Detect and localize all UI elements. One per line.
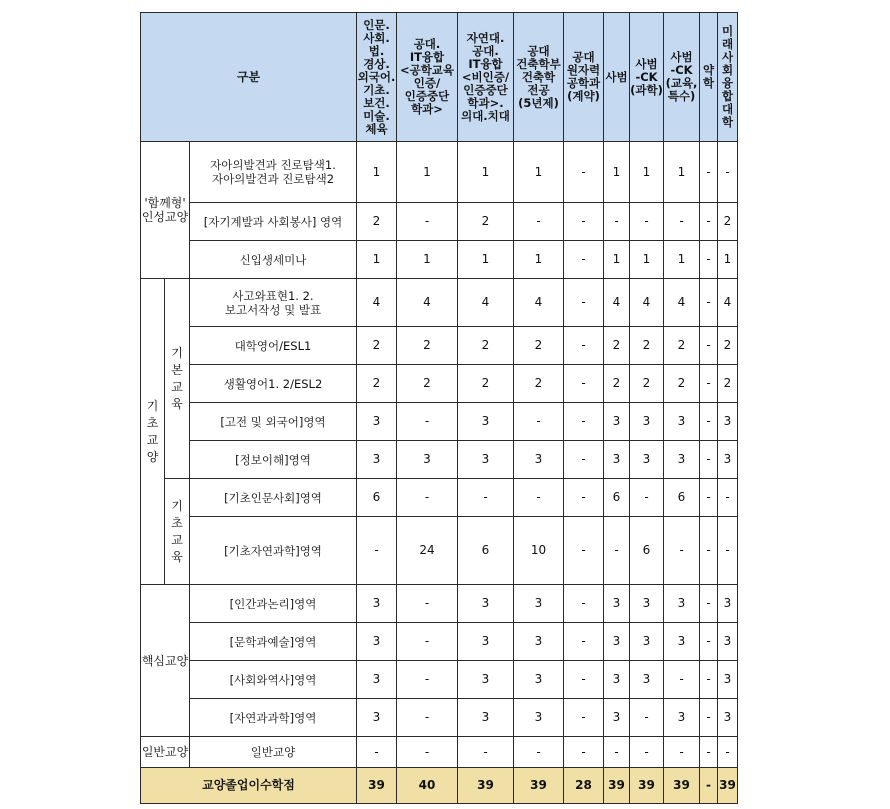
credit-cell: - — [514, 403, 564, 441]
credit-cell: - — [564, 737, 604, 768]
credit-cell: 2 — [458, 203, 514, 241]
credit-cell: - — [718, 737, 738, 768]
course-item-label: [사회와역사]영역 — [190, 661, 357, 699]
credit-cell: 3 — [397, 441, 458, 479]
graduation-credits-table — [140, 12, 738, 804]
credit-cell: 3 — [458, 661, 514, 699]
credit-cell: - — [630, 203, 664, 241]
subgroup-label-foundation-text: 기초교육 — [171, 498, 183, 564]
credit-cell: 2 — [357, 203, 397, 241]
credit-cell: 3 — [630, 441, 664, 479]
credit-cell: - — [718, 142, 738, 203]
table-row — [141, 517, 738, 585]
credit-cell: 2 — [357, 365, 397, 403]
credit-cell: - — [700, 623, 718, 661]
credit-cell: - — [604, 517, 630, 585]
course-item-label: 일반교양 — [190, 737, 357, 768]
credit-cell: 2 — [604, 327, 630, 365]
credit-cell: 3 — [664, 585, 700, 623]
credit-cell: 2 — [357, 327, 397, 365]
credit-cell: 3 — [630, 585, 664, 623]
credit-cell: 3 — [458, 441, 514, 479]
credit-cell: - — [514, 737, 564, 768]
credit-cell: 2 — [718, 327, 738, 365]
credit-cell: 2 — [664, 365, 700, 403]
credit-cell: 3 — [458, 585, 514, 623]
credit-cell: 1 — [397, 142, 458, 203]
credit-cell: - — [700, 479, 718, 517]
course-item-label: 신입생세미나 — [190, 241, 357, 279]
table-row — [141, 241, 738, 279]
credit-cell: 3 — [514, 441, 564, 479]
credit-cell: 3 — [630, 623, 664, 661]
credit-cell: - — [604, 737, 630, 768]
total-row — [141, 768, 738, 804]
credit-cell: 2 — [718, 203, 738, 241]
credit-cell: 2 — [718, 365, 738, 403]
course-item-label: 사고와표현1. 2. 보고서작성 및 발표 — [190, 279, 357, 327]
table-row — [141, 585, 738, 623]
total-credit-cell: - — [700, 768, 718, 804]
total-credit-cell: 39 — [514, 768, 564, 804]
table-body — [141, 13, 738, 804]
credit-cell: 3 — [357, 585, 397, 623]
credit-cell: 4 — [357, 279, 397, 327]
credit-cell: 3 — [718, 585, 738, 623]
credit-cell: - — [700, 517, 718, 585]
group-label-core: 핵심교양 — [141, 585, 190, 737]
group-label-general: 일반교양 — [141, 737, 190, 768]
total-credit-cell: 39 — [718, 768, 738, 804]
credit-cell: - — [564, 142, 604, 203]
total-credit-cell: 39 — [630, 768, 664, 804]
credit-cell: 1 — [630, 241, 664, 279]
credit-cell: 3 — [718, 699, 738, 737]
credit-cell: - — [564, 441, 604, 479]
group-label-character: '함께형' 인성교양 — [141, 142, 190, 279]
credit-cell: 4 — [514, 279, 564, 327]
credit-cell: 3 — [718, 661, 738, 699]
credit-cell: 3 — [604, 403, 630, 441]
credit-cell: - — [700, 441, 718, 479]
credit-cell: 3 — [718, 441, 738, 479]
credit-cell: - — [664, 203, 700, 241]
course-item-label: 자아의발견과 진로탐색1. 자아의발견과 진로탐색2 — [190, 142, 357, 203]
col-header-humanities: 인문. 사회. 법. 경상. 외국어. 기초. 보건. 미술. 체육 — [357, 13, 397, 142]
table-row — [141, 327, 738, 365]
credit-cell: - — [718, 517, 738, 585]
course-item-label: 생활영어1. 2/ESL2 — [190, 365, 357, 403]
credit-cell: 2 — [458, 327, 514, 365]
credit-cell: - — [564, 699, 604, 737]
credit-cell: - — [700, 327, 718, 365]
credit-cell: - — [564, 327, 604, 365]
credit-cell: - — [630, 479, 664, 517]
subgroup-label-foundation — [165, 479, 190, 585]
credit-cell: - — [397, 737, 458, 768]
credit-cell: 4 — [630, 279, 664, 327]
credit-cell: 6 — [604, 479, 630, 517]
credit-cell: 4 — [664, 279, 700, 327]
credit-cell: 2 — [514, 365, 564, 403]
credit-cell: - — [514, 479, 564, 517]
credit-cell: 3 — [630, 403, 664, 441]
credit-cell: 3 — [664, 623, 700, 661]
credit-cell: - — [397, 479, 458, 517]
credit-cell: - — [700, 365, 718, 403]
table-row — [141, 661, 738, 699]
credit-cell: - — [458, 737, 514, 768]
credit-cell: 1 — [397, 241, 458, 279]
credit-cell: 4 — [397, 279, 458, 327]
credit-cell: 2 — [604, 365, 630, 403]
total-credit-cell: 39 — [604, 768, 630, 804]
credit-cell: 3 — [604, 441, 630, 479]
credit-cell: 1 — [514, 241, 564, 279]
credit-cell: - — [564, 279, 604, 327]
credit-cell: 3 — [514, 623, 564, 661]
credit-cell: 3 — [604, 585, 630, 623]
credit-cell: 3 — [357, 699, 397, 737]
col-header-natural-eng-noncertified: 자연대. 공대. IT융합 <비인증/ 인증중단 학과>. 의대.치대 — [458, 13, 514, 142]
table-row — [141, 623, 738, 661]
credit-cell: 6 — [458, 517, 514, 585]
table-row — [141, 441, 738, 479]
credit-cell: 2 — [630, 327, 664, 365]
credit-cell: 3 — [664, 403, 700, 441]
credit-cell: 3 — [604, 623, 630, 661]
credit-cell: 6 — [630, 517, 664, 585]
credit-cell: - — [630, 737, 664, 768]
col-header-pharmacy: 약학 — [700, 13, 718, 142]
col-header-education-ck-science: 사범 -CK (과학) — [630, 13, 664, 142]
credit-cell: - — [357, 737, 397, 768]
credit-cell: - — [604, 203, 630, 241]
course-item-label: [인간과논리]영역 — [190, 585, 357, 623]
course-item-label: 대학영어/ESL1 — [190, 327, 357, 365]
credit-cell: 2 — [514, 327, 564, 365]
total-credit-cell: 39 — [664, 768, 700, 804]
credit-cell: 1 — [458, 241, 514, 279]
table-row — [141, 279, 738, 327]
credit-cell: 1 — [357, 142, 397, 203]
header-corner: 구분 — [141, 13, 357, 142]
course-item-label: [자연과과학]영역 — [190, 699, 357, 737]
col-header-architecture: 공대 건축학부 건축학 전공 (5년제) — [514, 13, 564, 142]
credit-cell: 1 — [664, 142, 700, 203]
credit-cell: 3 — [604, 661, 630, 699]
credit-cell: - — [564, 623, 604, 661]
credit-cell: - — [514, 203, 564, 241]
credit-cell: - — [397, 403, 458, 441]
course-item-label: [기초인문사회]영역 — [190, 479, 357, 517]
total-credit-cell: 40 — [397, 768, 458, 804]
credit-cell: 2 — [664, 327, 700, 365]
total-label: 교양졸업이수학점 — [141, 768, 357, 804]
credit-cell: 3 — [664, 699, 700, 737]
credit-cell: 1 — [604, 241, 630, 279]
table-row — [141, 403, 738, 441]
credit-cell: - — [564, 241, 604, 279]
credit-cell: 24 — [397, 517, 458, 585]
credit-cell: 3 — [458, 699, 514, 737]
credit-cell: 2 — [458, 365, 514, 403]
col-header-future-convergence: 미래 사회 융합 대학 — [718, 13, 738, 142]
credit-cell: 10 — [514, 517, 564, 585]
credit-cell: - — [664, 517, 700, 585]
credit-cell: - — [700, 699, 718, 737]
credit-cell: 2 — [397, 365, 458, 403]
col-header-eng-it-certified: 공대. IT융합 <공학교육 인증/ 인증중단 학과> — [397, 13, 458, 142]
credit-cell: 3 — [357, 623, 397, 661]
credit-cell: - — [458, 479, 514, 517]
credit-cell: 3 — [604, 699, 630, 737]
credit-cell: 1 — [718, 241, 738, 279]
group-label-basic-text: 기초교양 — [146, 398, 159, 464]
col-header-education: 사범 — [604, 13, 630, 142]
col-header-education-ck-special: 사범 -CK (교육, 특수) — [664, 13, 700, 142]
total-credit-cell: 39 — [458, 768, 514, 804]
credit-cell: 6 — [664, 479, 700, 517]
credit-cell: - — [718, 479, 738, 517]
credit-cell: 3 — [458, 403, 514, 441]
credit-cell: - — [630, 699, 664, 737]
course-item-label: [문학과예술]영역 — [190, 623, 357, 661]
course-item-label: [고전 및 외국어]영역 — [190, 403, 357, 441]
credit-cell: 3 — [514, 661, 564, 699]
table-row — [141, 203, 738, 241]
header-row — [141, 13, 738, 142]
credit-cell: - — [564, 517, 604, 585]
course-item-label: [자기계발과 사회봉사] 영역 — [190, 203, 357, 241]
credit-cell: - — [397, 585, 458, 623]
total-credit-cell: 39 — [357, 768, 397, 804]
credit-cell: 2 — [630, 365, 664, 403]
credit-cell: - — [564, 585, 604, 623]
group-label-basic — [141, 279, 165, 585]
credit-cell: 4 — [458, 279, 514, 327]
credit-cell: 1 — [514, 142, 564, 203]
credit-cell: - — [564, 661, 604, 699]
credit-cell: 3 — [458, 623, 514, 661]
table-row — [141, 479, 738, 517]
credit-cell: - — [397, 623, 458, 661]
table-row — [141, 365, 738, 403]
course-item-label: [정보이해]영역 — [190, 441, 357, 479]
credit-cell: - — [700, 585, 718, 623]
credit-cell: 4 — [718, 279, 738, 327]
credit-cell: 3 — [718, 623, 738, 661]
credit-cell: - — [397, 203, 458, 241]
subgroup-label-fundamental — [165, 279, 190, 479]
credit-cell: - — [700, 279, 718, 327]
credit-cell: 3 — [357, 403, 397, 441]
credit-cell: 1 — [630, 142, 664, 203]
credit-cell: 3 — [514, 699, 564, 737]
credit-cell: 3 — [357, 661, 397, 699]
table-row — [141, 142, 738, 203]
credit-cell: 3 — [514, 585, 564, 623]
credit-cell: - — [700, 403, 718, 441]
credit-cell: 3 — [357, 441, 397, 479]
credit-cell: - — [700, 241, 718, 279]
credit-cell: - — [664, 737, 700, 768]
credit-cell: - — [564, 403, 604, 441]
course-item-label: [기초자연과학]영역 — [190, 517, 357, 585]
credit-cell: 2 — [397, 327, 458, 365]
table-row — [141, 699, 738, 737]
credit-cell: 3 — [664, 441, 700, 479]
credit-cell: 6 — [357, 479, 397, 517]
credit-cell: 3 — [718, 403, 738, 441]
credit-cell: 1 — [458, 142, 514, 203]
subgroup-label-fundamental-text: 기본교육 — [171, 345, 183, 411]
credit-cell: - — [564, 365, 604, 403]
credit-cell: - — [564, 203, 604, 241]
credit-cell: - — [564, 479, 604, 517]
credit-cell: - — [397, 699, 458, 737]
credit-cell: - — [700, 661, 718, 699]
credit-cell: - — [700, 737, 718, 768]
credit-cell: 1 — [357, 241, 397, 279]
col-header-nuclear: 공대 원자력 공학과 (계약) — [564, 13, 604, 142]
table-row — [141, 737, 738, 768]
credit-cell: 1 — [664, 241, 700, 279]
credit-cell: 4 — [604, 279, 630, 327]
credit-cell: - — [397, 661, 458, 699]
credit-cell: - — [700, 203, 718, 241]
credit-cell: 3 — [630, 661, 664, 699]
credit-cell: - — [700, 142, 718, 203]
total-credit-cell: 28 — [564, 768, 604, 804]
credit-cell: 1 — [604, 142, 630, 203]
credit-cell: - — [664, 661, 700, 699]
credit-cell: - — [357, 517, 397, 585]
